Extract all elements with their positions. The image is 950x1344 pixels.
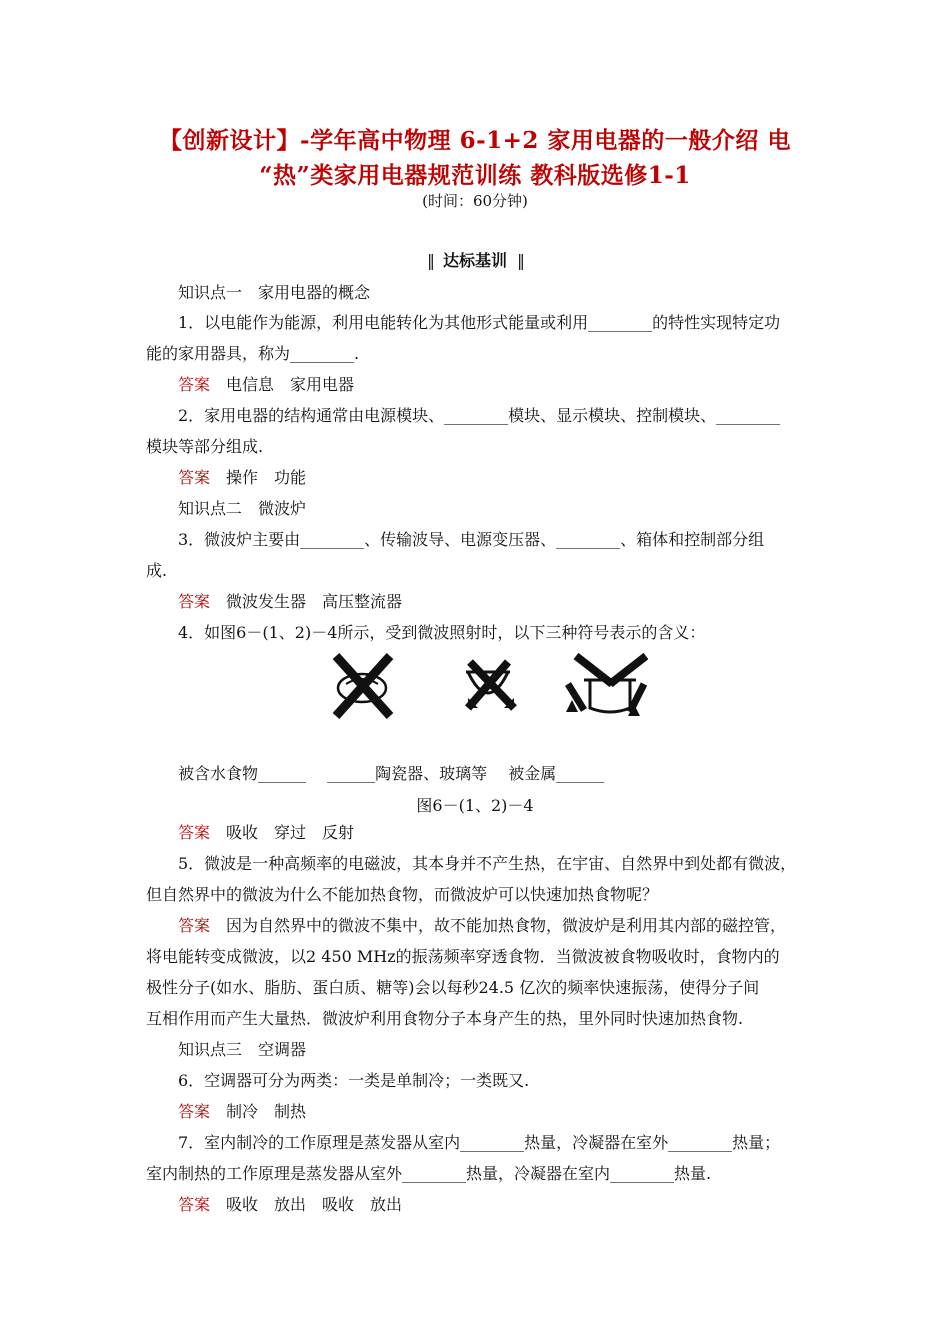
answer-label: 答案 [178, 1195, 211, 1214]
food-absorb-symbol [336, 656, 390, 716]
ceramic-pass-symbol [466, 662, 514, 708]
answer-4 [178, 822, 354, 844]
knowledge-point-2: 知识点二 微波炉 [178, 499, 307, 518]
microwave-symbols-figure [328, 650, 648, 722]
answer-3 [178, 591, 402, 613]
knowledge-point-1: 知识点一 家用电器的概念 [178, 283, 371, 302]
answer-label: 答案 [178, 916, 211, 935]
answer-2 [178, 467, 306, 489]
figure-labels [178, 761, 620, 784]
title-line-2: “热”类家用电器规范训练 教科版选修1-1 [259, 162, 691, 189]
answer-label: 答案 [178, 468, 211, 487]
metal-reflect-symbol [566, 656, 646, 716]
question-5-line-2: 但自然界中的微波为什么不能加热食物，而微波炉可以快速加热食物呢？ [146, 885, 659, 904]
answer-label: 答案 [178, 592, 211, 611]
answer-5-line-1 [178, 915, 786, 937]
answer-text: 吸收 穿过 反射 [226, 823, 355, 842]
section-bars-left: ‖ [426, 251, 433, 270]
answer-text: 因为自然界中的微波不集中，故不能加热食物，微波炉是利用其内部的磁控管， [226, 916, 787, 935]
question-6: 6．空调器可分为两类：一类是单制冷；一类既又. [178, 1071, 530, 1090]
question-7-line-1: 7．室内制冷的工作原理是蒸发器从室内________热量，冷凝器在室外________热量； [178, 1133, 781, 1152]
question-5-line-1: 5．微波是一种高频率的电磁波，其本身并不产生热，在宇宙、自然界中到处都有微波， [178, 854, 797, 873]
question-4: 4．如图6－(1、2)－4所示，受到微波照射时，以下三种符号表示的含义： [178, 623, 706, 642]
question-3-line-1: 3．微波炉主要由________、传输波导、电源变压器、________、箱体和控制部分组 [178, 530, 765, 549]
answer-text: 微波发生器 高压整流器 [226, 592, 403, 611]
answer-text: 电信息 家用电器 [226, 375, 355, 394]
answer-1 [178, 374, 354, 396]
knowledge-point-3: 知识点三 空调器 [178, 1040, 307, 1059]
answer-5-line-4: 互相作用而产生大量热．微波炉利用食物分子本身产生的热，里外同时快速加热食物. [146, 1009, 744, 1028]
answer-5-line-2: 将电能转变成微波，以2 450 MHz的振荡频率穿透食物．当微波被食物吸收时，食物内的 [146, 947, 780, 966]
answer-text: 操作 功能 [226, 468, 307, 487]
question-7-line-2: 室内制热的工作原理是蒸发器从室外________热量，冷凝器在室内________热量. [146, 1164, 712, 1183]
figure-caption: 图6－(1、2)－4 [416, 796, 534, 815]
section-heading [0, 248, 950, 271]
answer-5-line-3: 极性分子(如水、脂肪、蛋白质、糖等)会以每秒24.5 亿次的频率快速振荡，使得分子间 [146, 978, 760, 997]
answer-text: 制冷 制热 [226, 1102, 307, 1121]
question-2-line-2: 模块等部分组成. [146, 437, 264, 456]
time-limit: (时间：60分钟) [422, 192, 528, 210]
answer-label: 答案 [178, 823, 211, 842]
section-label: 达标基训 [442, 251, 507, 270]
answer-label: 答案 [178, 375, 211, 394]
question-1-line-2: 能的家用器具，称为________. [146, 344, 360, 363]
answer-7 [178, 1194, 402, 1216]
answer-label: 答案 [178, 1102, 211, 1121]
question-1-line-1: 1．以电能作为能源，利用电能转化为其他形式能量或利用________的特性实现特定功 [178, 313, 781, 332]
figure-label-food: 被含水食物______ [178, 764, 307, 783]
question-3-line-2: 成. [146, 561, 168, 580]
title-line-1: 【创新设计】-学年高中物理 6-1+2 家用电器的一般介绍 电 [159, 127, 791, 154]
figure-label-metal: 被金属______ [508, 764, 605, 783]
answer-text: 吸收 放出 吸收 放出 [226, 1195, 403, 1214]
answer-6 [178, 1101, 306, 1123]
question-2-line-1: 2．家用电器的结构通常由电源模块、________模块、显示模块、控制模块、________ [178, 406, 781, 425]
figure-label-ceramic: ______陶瓷器、玻璃等 [327, 764, 488, 783]
section-bars-right: ‖ [517, 251, 523, 270]
